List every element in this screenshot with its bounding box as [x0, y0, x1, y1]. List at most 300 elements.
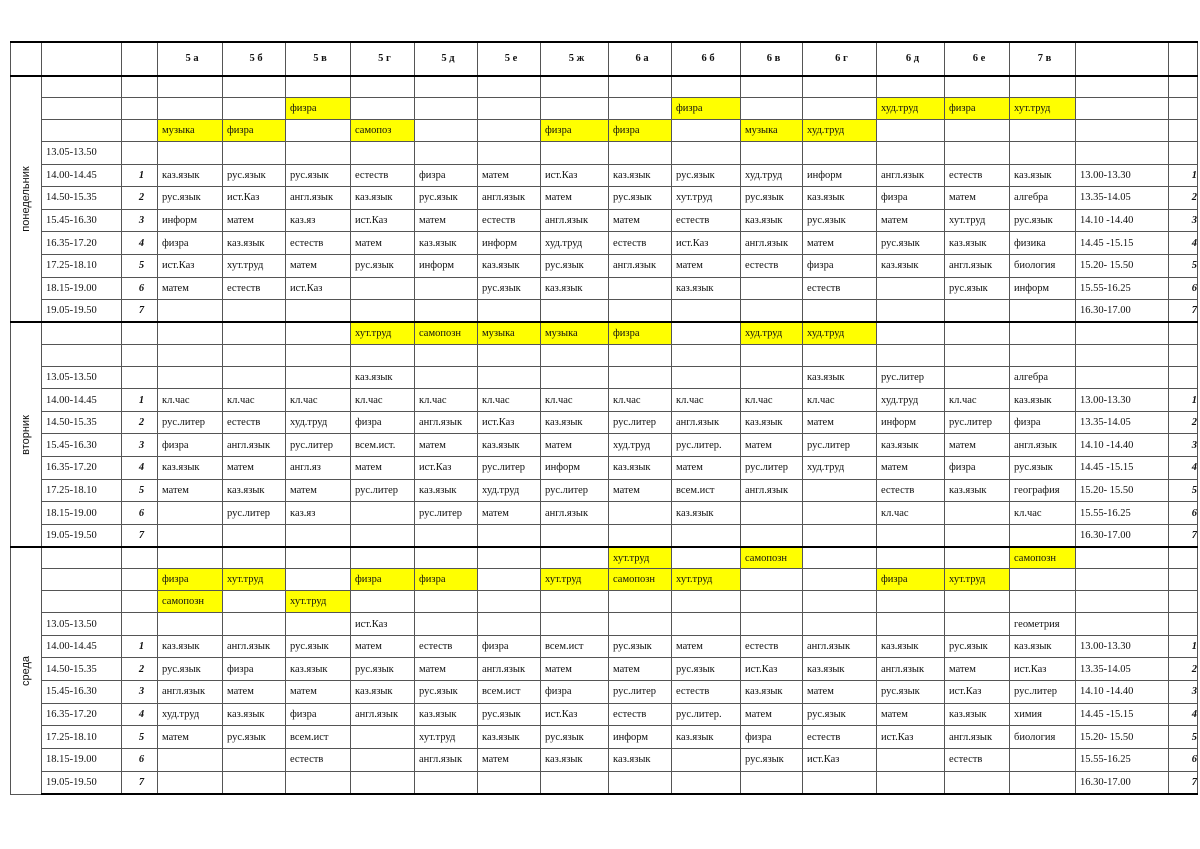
extra-activity-cell: физра	[223, 119, 286, 141]
lesson-cell: матем	[415, 209, 478, 232]
lesson-cell: рус.язык	[415, 681, 478, 704]
extra-activity-cell	[351, 98, 415, 120]
short-lesson-number: 3	[1169, 209, 1198, 232]
short-lesson-number: 5	[1169, 254, 1198, 277]
lesson-cell: рус.язык	[158, 658, 223, 681]
extra-activity-cell	[945, 322, 1010, 344]
lesson-cell: каз.язык	[223, 232, 286, 255]
extra-activity-cell	[415, 76, 478, 98]
lesson-cell	[223, 366, 286, 389]
extra-activity-cell: музыка	[741, 119, 803, 141]
time-cell: 15.45-16.30	[42, 434, 122, 457]
lesson-cell: матем	[415, 434, 478, 457]
class-header: 5 а	[158, 42, 223, 76]
lesson-cell: ист.Каз	[351, 209, 415, 232]
lesson-cell: кл.час	[672, 389, 741, 412]
lesson-cell: каз.язык	[223, 479, 286, 502]
lesson-cell: матем	[672, 635, 741, 658]
lesson-cell	[158, 771, 223, 794]
lesson-row	[11, 209, 1198, 232]
lesson-cell: физра	[415, 164, 478, 187]
class-header: 5 ж	[541, 42, 609, 76]
lesson-cell: англ.язык	[478, 658, 541, 681]
extra-activity-cell	[877, 547, 945, 569]
extra-activity-cell	[286, 344, 351, 366]
time-cell: 15.45-16.30	[42, 209, 122, 232]
lesson-cell	[415, 300, 478, 323]
lesson-row	[11, 434, 1198, 457]
lesson-cell: матем	[945, 658, 1010, 681]
lesson-cell: каз.язык	[541, 411, 609, 434]
header-num	[122, 42, 158, 76]
short-lesson-number	[1169, 366, 1198, 389]
short-time-cell: 15.55-16.25	[1076, 277, 1169, 300]
header-short-time	[1076, 42, 1169, 76]
short-lesson-number: 1	[1169, 389, 1198, 412]
header-row	[11, 42, 1198, 76]
class-header: 7 в	[1010, 42, 1076, 76]
header-short-num	[1169, 42, 1198, 76]
lesson-cell	[741, 366, 803, 389]
lesson-cell: рус.язык	[223, 164, 286, 187]
lesson-cell: всем.ист	[286, 726, 351, 749]
lesson-cell: рус.литер	[609, 681, 672, 704]
extra-activity-cell	[672, 547, 741, 569]
time-cell: 13.05-13.50	[42, 141, 122, 164]
lesson-cell: рус.язык	[351, 254, 415, 277]
short-lesson-number: 2	[1169, 658, 1198, 681]
extra-activity-cell	[478, 98, 541, 120]
lesson-cell	[158, 366, 223, 389]
short-lesson-number: 7	[1169, 771, 1198, 794]
lesson-cell: каз.язык	[158, 164, 223, 187]
extra-activity-cell: худ.труд	[877, 98, 945, 120]
lesson-cell: информ	[541, 457, 609, 480]
extra-activity-cell	[609, 98, 672, 120]
time-cell: 18.15-19.00	[42, 502, 122, 525]
lesson-cell: каз.язык	[803, 366, 877, 389]
lesson-cell	[415, 771, 478, 794]
lesson-row	[11, 635, 1198, 658]
lesson-cell	[223, 300, 286, 323]
lesson-cell: кл.час	[945, 389, 1010, 412]
short-time-cell: 13.00-13.30	[1076, 635, 1169, 658]
lesson-cell	[877, 748, 945, 771]
lesson-cell	[945, 366, 1010, 389]
lesson-cell	[223, 141, 286, 164]
lesson-cell: информ	[415, 254, 478, 277]
time-cell: 17.25-18.10	[42, 479, 122, 502]
lesson-cell: ист.Каз	[945, 681, 1010, 704]
extra-activity-cell	[803, 76, 877, 98]
lesson-cell: естеств	[286, 748, 351, 771]
lesson-row	[11, 389, 1198, 412]
lesson-number: 3	[122, 209, 158, 232]
lesson-cell	[877, 613, 945, 636]
lesson-cell: рус.литер.	[672, 703, 741, 726]
extra-activity-cell	[223, 547, 286, 569]
lesson-cell	[945, 300, 1010, 323]
extra-activity-cell: хут.труд	[286, 591, 351, 613]
short-lesson-number: 7	[1169, 300, 1198, 323]
lesson-cell	[877, 771, 945, 794]
lesson-number: 2	[122, 658, 158, 681]
short-time-cell: 14.10 -14.40	[1076, 681, 1169, 704]
short-lesson-number	[1169, 591, 1198, 613]
short-time-cell: 14.45 -15.15	[1076, 703, 1169, 726]
lesson-cell: матем	[541, 658, 609, 681]
extra-activity-cell: музыка	[158, 119, 223, 141]
class-header: 5 в	[286, 42, 351, 76]
lesson-cell	[741, 524, 803, 547]
time-cell	[42, 76, 122, 98]
lesson-cell: естеств	[945, 748, 1010, 771]
lesson-cell: физика	[1010, 232, 1076, 255]
extra-activity-cell	[286, 76, 351, 98]
lesson-cell: физра	[158, 434, 223, 457]
lesson-cell	[541, 366, 609, 389]
lesson-number	[122, 141, 158, 164]
short-lesson-number: 6	[1169, 277, 1198, 300]
lesson-cell: матем	[351, 457, 415, 480]
short-lesson-number: 2	[1169, 187, 1198, 210]
lesson-cell: матем	[286, 681, 351, 704]
lesson-cell: рус.литер	[351, 479, 415, 502]
lesson-number	[122, 569, 158, 591]
extra-activity-cell	[351, 591, 415, 613]
lesson-cell: худ.труд	[741, 164, 803, 187]
lesson-row	[11, 254, 1198, 277]
lesson-cell: каз.язык	[158, 635, 223, 658]
short-lesson-number: 1	[1169, 635, 1198, 658]
short-time-cell: 13.35-14.05	[1076, 187, 1169, 210]
lesson-cell	[541, 141, 609, 164]
extra-activity-cell: худ.труд	[803, 119, 877, 141]
extra-activity-cell	[478, 591, 541, 613]
day-label	[11, 322, 42, 547]
extra-activity-cell	[286, 119, 351, 141]
lesson-cell: англ.язык	[877, 658, 945, 681]
lesson-cell: рус.литер	[803, 434, 877, 457]
lesson-cell: химия	[1010, 703, 1076, 726]
short-time-cell: 15.55-16.25	[1076, 502, 1169, 525]
lesson-cell: каз.язык	[478, 434, 541, 457]
lesson-number: 6	[122, 748, 158, 771]
lesson-cell	[741, 141, 803, 164]
day-label	[11, 76, 42, 323]
extra-activity-cell	[803, 344, 877, 366]
lesson-cell	[741, 613, 803, 636]
lesson-row	[11, 748, 1198, 771]
short-lesson-number: 1	[1169, 164, 1198, 187]
time-cell: 13.05-13.50	[42, 366, 122, 389]
lesson-row	[11, 232, 1198, 255]
extra-activity-cell	[415, 547, 478, 569]
lesson-cell	[877, 300, 945, 323]
extra-activity-cell: самопозн	[158, 591, 223, 613]
extra-activity-row	[11, 547, 1198, 569]
lesson-cell: англ.яз	[286, 457, 351, 480]
lesson-cell: физра	[158, 232, 223, 255]
lesson-row	[11, 141, 1198, 164]
lesson-cell: рус.язык	[351, 658, 415, 681]
lesson-cell	[351, 141, 415, 164]
lesson-number: 4	[122, 232, 158, 255]
lesson-cell: рус.язык	[541, 726, 609, 749]
lesson-cell: кл.час	[541, 389, 609, 412]
extra-activity-cell: физра	[286, 98, 351, 120]
extra-activity-cell	[351, 344, 415, 366]
lesson-cell: рус.язык	[286, 635, 351, 658]
time-cell: 14.50-15.35	[42, 187, 122, 210]
extra-activity-cell: физра	[158, 569, 223, 591]
extra-activity-cell	[351, 76, 415, 98]
lesson-row	[11, 703, 1198, 726]
lesson-cell: матем	[609, 479, 672, 502]
lesson-cell: матем	[945, 434, 1010, 457]
extra-activity-cell	[286, 547, 351, 569]
lesson-cell: матем	[158, 479, 223, 502]
lesson-cell: каз.язык	[877, 254, 945, 277]
lesson-cell	[672, 141, 741, 164]
short-lesson-number: 4	[1169, 232, 1198, 255]
class-header: 6 в	[741, 42, 803, 76]
lesson-cell: англ.язык	[415, 748, 478, 771]
extra-activity-cell: худ.труд	[803, 322, 877, 344]
lesson-cell: рус.язык	[741, 187, 803, 210]
extra-activity-cell	[1010, 119, 1076, 141]
lesson-cell	[478, 366, 541, 389]
extra-activity-cell: самопозн	[415, 322, 478, 344]
lesson-number	[122, 366, 158, 389]
extra-activity-cell	[672, 76, 741, 98]
lesson-cell: каз.язык	[286, 658, 351, 681]
lesson-cell: матем	[223, 209, 286, 232]
lesson-number: 6	[122, 502, 158, 525]
lesson-cell: каз.язык	[351, 681, 415, 704]
lesson-cell	[415, 524, 478, 547]
lesson-cell	[741, 771, 803, 794]
lesson-cell: каз.язык	[478, 726, 541, 749]
lesson-cell: матем	[672, 254, 741, 277]
lesson-cell	[945, 771, 1010, 794]
day-name: вторник	[20, 414, 32, 455]
lesson-cell: рус.литер	[158, 411, 223, 434]
lesson-row	[11, 164, 1198, 187]
short-lesson-number: 6	[1169, 748, 1198, 771]
lesson-cell	[286, 300, 351, 323]
lesson-row	[11, 366, 1198, 389]
extra-activity-cell: физра	[351, 569, 415, 591]
lesson-cell: англ.язык	[415, 411, 478, 434]
lesson-cell: информ	[609, 726, 672, 749]
lesson-cell: физра	[351, 411, 415, 434]
time-cell: 13.05-13.50	[42, 613, 122, 636]
extra-activity-cell	[1010, 76, 1076, 98]
class-header: 6 е	[945, 42, 1010, 76]
lesson-cell: рус.язык	[803, 209, 877, 232]
lesson-cell	[415, 277, 478, 300]
lesson-cell: каз.язык	[672, 726, 741, 749]
lesson-cell: матем	[609, 209, 672, 232]
short-time-cell: 16.30-17.00	[1076, 771, 1169, 794]
lesson-cell	[741, 300, 803, 323]
lesson-cell	[286, 524, 351, 547]
lesson-cell: кл.час	[1010, 502, 1076, 525]
time-cell: 18.15-19.00	[42, 277, 122, 300]
lesson-cell: хут.труд	[415, 726, 478, 749]
lesson-cell	[158, 300, 223, 323]
lesson-cell: ист.Каз	[877, 726, 945, 749]
lesson-cell: ист.Каз	[223, 187, 286, 210]
extra-activity-cell	[1010, 344, 1076, 366]
lesson-cell: рус.язык	[478, 703, 541, 726]
lesson-cell: рус.язык	[541, 254, 609, 277]
class-header: 5 д	[415, 42, 478, 76]
extra-activity-cell	[415, 344, 478, 366]
lesson-cell	[223, 613, 286, 636]
lesson-cell: каз.язык	[541, 748, 609, 771]
lesson-cell: рус.литер	[877, 366, 945, 389]
extra-activity-cell	[286, 322, 351, 344]
extra-activity-cell: физра	[609, 322, 672, 344]
lesson-cell: естеств	[609, 703, 672, 726]
extra-activity-cell	[541, 76, 609, 98]
lesson-cell: рус.язык	[223, 726, 286, 749]
lesson-cell: всем.ист	[478, 681, 541, 704]
lesson-cell	[803, 771, 877, 794]
lesson-cell: каз.язык	[158, 457, 223, 480]
extra-activity-row	[11, 591, 1198, 613]
short-time-cell: 13.00-13.30	[1076, 164, 1169, 187]
lesson-cell: каз.язык	[877, 434, 945, 457]
lesson-cell	[286, 771, 351, 794]
lesson-cell: каз.язык	[945, 479, 1010, 502]
lesson-cell: биология	[1010, 254, 1076, 277]
lesson-cell	[223, 771, 286, 794]
extra-activity-row	[11, 344, 1198, 366]
header-time	[42, 42, 122, 76]
lesson-cell: каз.язык	[741, 411, 803, 434]
lesson-row	[11, 524, 1198, 547]
lesson-cell: матем	[803, 232, 877, 255]
lesson-cell: естеств	[351, 164, 415, 187]
lesson-cell: ист.Каз	[541, 164, 609, 187]
lesson-cell: рус.язык	[877, 681, 945, 704]
extra-activity-cell	[415, 119, 478, 141]
short-lesson-number: 5	[1169, 479, 1198, 502]
class-header: 6 д	[877, 42, 945, 76]
short-lesson-number: 3	[1169, 681, 1198, 704]
lesson-cell: каз.язык	[541, 277, 609, 300]
lesson-cell: естеств	[609, 232, 672, 255]
short-lesson-number	[1169, 344, 1198, 366]
extra-activity-cell	[158, 322, 223, 344]
lesson-cell	[672, 613, 741, 636]
lesson-number	[122, 322, 158, 344]
extra-activity-cell	[945, 119, 1010, 141]
extra-activity-row	[11, 98, 1198, 120]
schedule-table	[10, 41, 1198, 795]
lesson-row	[11, 457, 1198, 480]
extra-activity-cell: самопоз	[351, 119, 415, 141]
extra-activity-cell	[223, 322, 286, 344]
lesson-cell: каз.язык	[945, 703, 1010, 726]
extra-activity-cell	[741, 98, 803, 120]
lesson-cell: каз.язык	[1010, 635, 1076, 658]
lesson-cell: англ.язык	[672, 411, 741, 434]
time-cell: 19.05-19.50	[42, 524, 122, 547]
lesson-cell	[478, 141, 541, 164]
lesson-cell: матем	[478, 502, 541, 525]
lesson-number: 1	[122, 389, 158, 412]
lesson-cell: кл.час	[478, 389, 541, 412]
lesson-cell: рус.литер	[1010, 681, 1076, 704]
lesson-cell: каз.язык	[672, 277, 741, 300]
lesson-cell: информ	[158, 209, 223, 232]
short-time-cell	[1076, 547, 1169, 569]
lesson-cell: матем	[672, 457, 741, 480]
lesson-cell: рус.литер	[945, 411, 1010, 434]
lesson-cell: всем.ист.	[351, 434, 415, 457]
short-time-cell	[1076, 141, 1169, 164]
time-cell	[42, 322, 122, 344]
extra-activity-cell	[1010, 322, 1076, 344]
lesson-cell: ист.Каз	[415, 457, 478, 480]
lesson-cell: хут.труд	[945, 209, 1010, 232]
lesson-cell: кл.час	[351, 389, 415, 412]
extra-activity-cell	[877, 322, 945, 344]
lesson-cell: естеств	[877, 479, 945, 502]
class-header: 6 б	[672, 42, 741, 76]
lesson-row	[11, 411, 1198, 434]
lesson-cell	[478, 771, 541, 794]
lesson-cell: матем	[286, 254, 351, 277]
extra-activity-cell	[415, 98, 478, 120]
short-lesson-number: 7	[1169, 524, 1198, 547]
lesson-cell	[672, 524, 741, 547]
extra-activity-cell	[877, 344, 945, 366]
lesson-number: 5	[122, 726, 158, 749]
short-time-cell: 14.45 -15.15	[1076, 457, 1169, 480]
lesson-row	[11, 277, 1198, 300]
lesson-number	[122, 344, 158, 366]
extra-activity-cell	[415, 591, 478, 613]
lesson-cell	[541, 613, 609, 636]
lesson-cell	[541, 300, 609, 323]
lesson-cell	[803, 479, 877, 502]
lesson-cell: каз.язык	[415, 232, 478, 255]
lesson-number	[122, 613, 158, 636]
lesson-cell	[609, 366, 672, 389]
extra-activity-cell	[223, 591, 286, 613]
lesson-number: 7	[122, 771, 158, 794]
class-header: 6 а	[609, 42, 672, 76]
lesson-cell: каз.язык	[415, 703, 478, 726]
short-time-cell: 16.30-17.00	[1076, 524, 1169, 547]
lesson-number	[122, 119, 158, 141]
short-lesson-number: 5	[1169, 726, 1198, 749]
extra-activity-cell	[672, 119, 741, 141]
short-time-cell: 14.45 -15.15	[1076, 232, 1169, 255]
lesson-cell	[803, 613, 877, 636]
lesson-cell	[223, 524, 286, 547]
lesson-number: 2	[122, 187, 158, 210]
short-time-cell	[1076, 613, 1169, 636]
extra-activity-cell	[877, 591, 945, 613]
lesson-cell: матем	[945, 187, 1010, 210]
extra-activity-cell: физра	[609, 119, 672, 141]
